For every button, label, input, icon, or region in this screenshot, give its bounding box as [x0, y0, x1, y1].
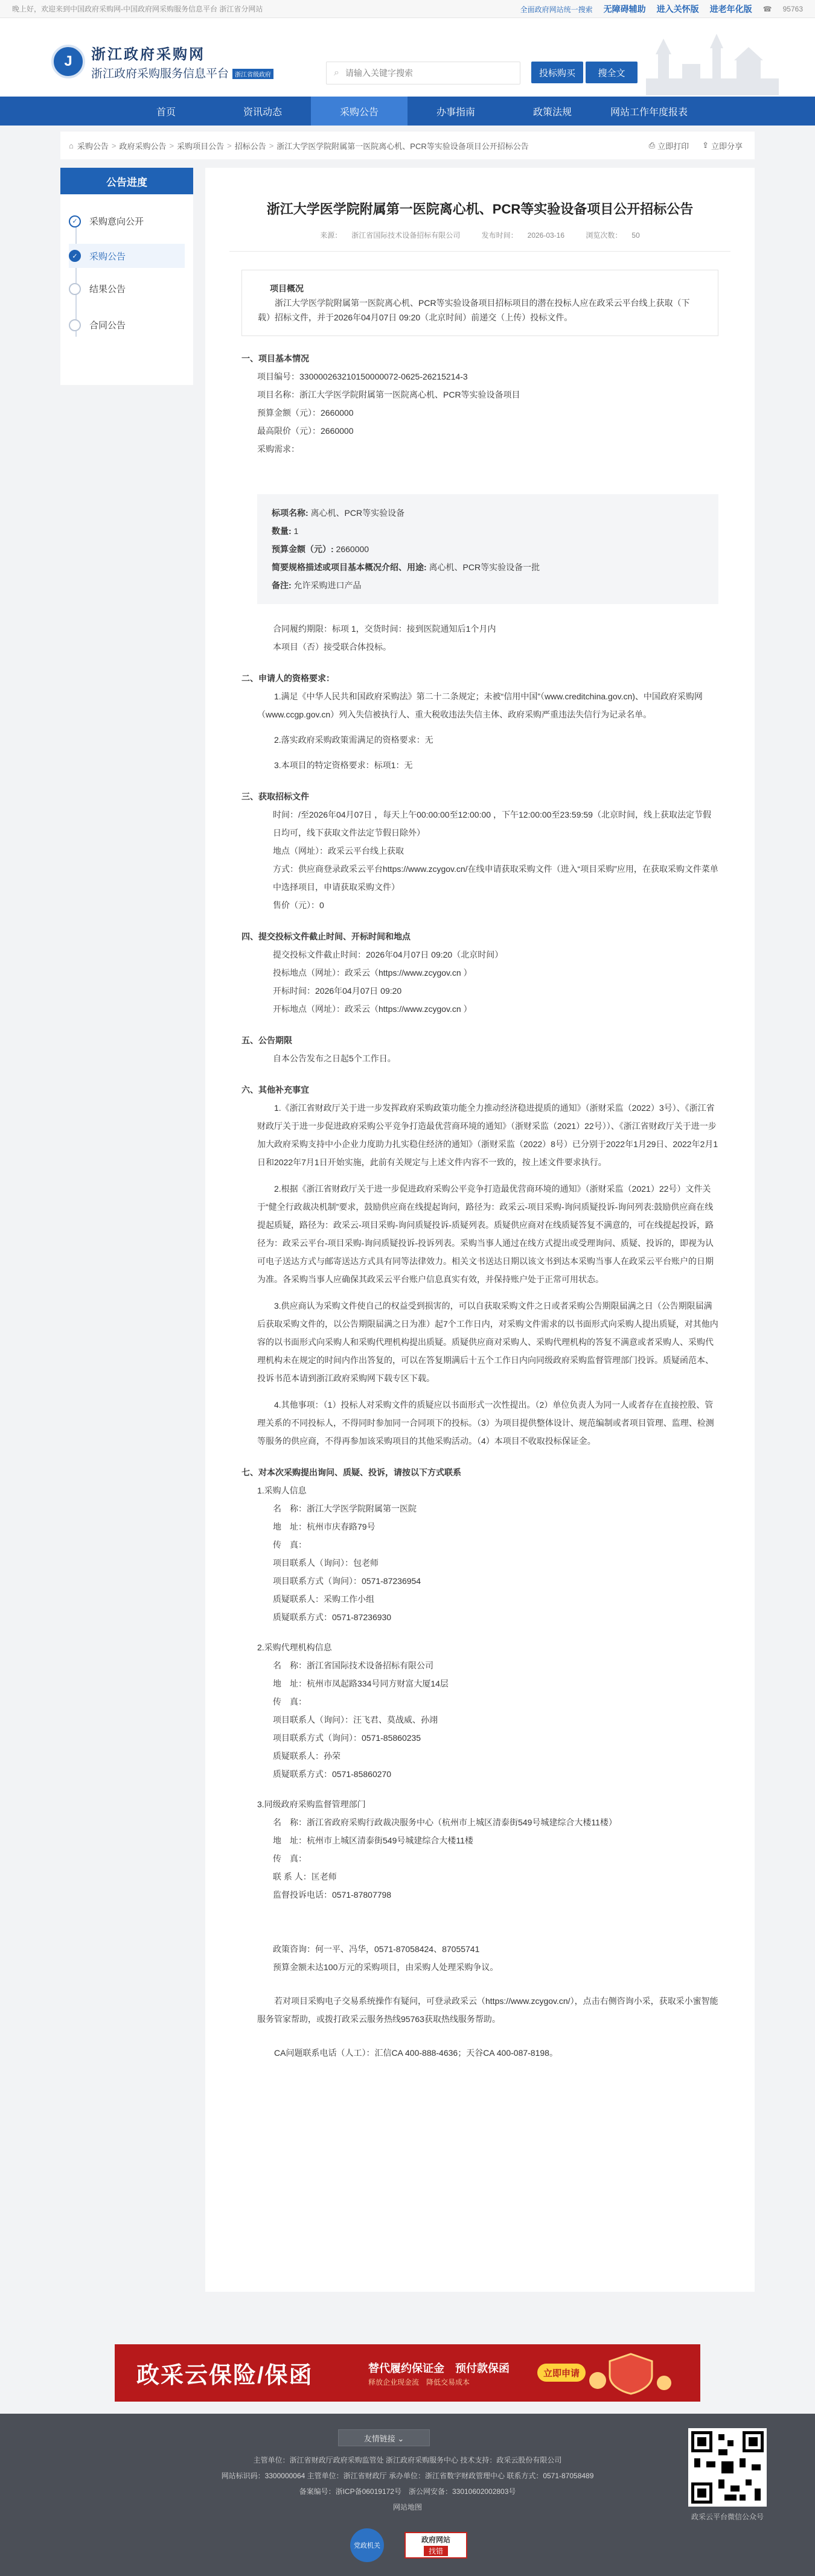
qualification-paragraph: 1.满足《中华人民共和国政府采购法》第二十二条规定；未被“信用中国”（www.creditchina.gov.cn)、中国政府采购网（www.ccgp.gov.cn）列入失信被执行人、重大税收违法失信主体、政府采购严重违法失信行为记录名单。 — [257, 692, 703, 719]
step-label: 结果公告 — [89, 284, 126, 294]
contact-purchaser — [241, 1481, 718, 1626]
phone-icon: ☎ — [762, 5, 772, 13]
qr-caption: 政采云平台微信公众号 — [691, 2513, 764, 2521]
contact-line: 质疑联系人：采购工作小组 — [273, 1594, 374, 1604]
breadcrumb-separator: > — [269, 141, 274, 150]
circle-icon — [69, 283, 81, 295]
overview-text: 浙江大学医学院附属第一医院离心机、PCR等实验设备项目招标项目的潜在投标人应在政采云平台线上获取（下载）招标文件，并于2026年04月07日 09:20（北京时间）前递交（上传）投标文件。 — [258, 298, 690, 322]
footer-line: 网站标识码：3300000064 主管单位：浙江省财政厅 承办单位：浙江省数字财政管理中心 联系方式：0571-87058489 — [221, 2472, 594, 2480]
search-box — [326, 62, 520, 84]
topbar-link-care[interactable]: 进入关怀版 — [656, 4, 699, 14]
gov-site-error-badge[interactable] — [404, 2532, 467, 2559]
section-heading: 四、提交投标文件截止时间、开标时间和地点 — [241, 932, 411, 941]
breadcrumb-separator: > — [111, 141, 117, 150]
badge-text: 找错 — [424, 2546, 448, 2556]
home-icon[interactable]: ⌂ — [69, 141, 74, 150]
acquisition-line: 售价（元）：0 — [273, 900, 324, 910]
print-button[interactable] — [649, 140, 689, 151]
banner-title: 政采云保险/保函 — [136, 2363, 313, 2388]
contact-line: 质疑联系方式：0571-87236930 — [273, 1612, 392, 1622]
nav-annual-report[interactable]: 网站工作年度报表 — [610, 107, 688, 118]
consult-line: 政策咨询：何一平、冯华，0571-87058424、87055741 — [273, 1944, 480, 1954]
contact-line: 质疑联系方式：0571-85860270 — [273, 1769, 392, 1779]
logo-subtitle-text: 浙江政府采购服务信息平台 — [91, 68, 229, 80]
lot-value: 2660000 — [333, 544, 369, 554]
lot-value: 1 — [291, 526, 299, 536]
contact-line: 传 真： — [273, 1540, 307, 1550]
main-nav — [0, 97, 815, 126]
breadcrumb-separator: > — [227, 141, 232, 150]
footer-line: 备案编号：浙ICP备06019172号 浙公网安备：33010602002803号 — [299, 2487, 516, 2496]
article-body — [205, 270, 755, 2062]
contact-line: 质疑联系人：孙荣 — [273, 1751, 340, 1761]
logo-title: 浙江政府采购网 — [91, 46, 205, 63]
lot-line — [272, 558, 704, 576]
print-icon: ⎙ — [648, 141, 656, 150]
meta-date-value: 2026-03-16 — [527, 231, 565, 240]
step-contract[interactable] — [69, 319, 126, 331]
party-gov-badge[interactable]: 党政机关 — [350, 2528, 384, 2562]
breadcrumb-item[interactable]: 招标公告 — [234, 141, 266, 151]
doc-acquisition — [241, 806, 718, 914]
consult-line: 预算金额未达100万元的采购项目，由采购人处理采购争议。 — [273, 1962, 499, 1972]
search-input[interactable] — [344, 68, 520, 78]
logo-subtitle — [91, 65, 273, 81]
policy-consult — [241, 1940, 718, 1976]
breadcrumb-item[interactable]: 采购项目公告 — [177, 141, 225, 151]
lot-details-box — [257, 494, 718, 604]
contact-line: 项目联系人（询问）：汪飞君、莫战威、孙翊 — [273, 1715, 438, 1725]
contact-title: 1.采购人信息 — [257, 1486, 307, 1495]
check-icon: ✓ — [69, 250, 81, 262]
step-notice[interactable] — [69, 244, 185, 268]
project-line: 项目名称：浙江大学医学院附属第一医院离心机、PCR等实验设备项目 — [257, 390, 520, 399]
supplement-paragraph: 1.《浙江省财政厅关于进一步发挥政府采购政策功能全力推动经济稳进提质的通知》（浙财采监（2022）3号）、《浙江省财政厅关于进一步促进政府采购公平竞争打造最优营商环境的通知》（浙财采监（2021）22号））、《浙江省财政厅关于进一步加大政府采购支持中小企业力度助力扎实稳住经济的通知》（浙财采监（2022）8号）已分别于2022年1月29日、2022年2月1日和2022年7月1日开始实施，此前有关规定与上述文件内容不一致的，按上述文件要求执行。 — [257, 1103, 718, 1167]
section-heading: 五、公告期限 — [241, 1035, 292, 1045]
divider — [229, 251, 730, 252]
acquisition-line: 地点（网址）：政采云平台线上获取 — [273, 846, 404, 856]
share-label: 立即分享 — [711, 141, 743, 151]
contact-line: 名 称：浙江省国际技术设备招标有限公司 — [273, 1661, 433, 1670]
banner-subtitle: 替代履约保证金 预付款保函 — [368, 2362, 510, 2374]
sidebar-title: 公告进度 — [60, 168, 193, 194]
meta-date-label: 发布时间： — [481, 231, 518, 240]
project-line: 项目编号：330000263210150000072-0625-26215214-3 — [257, 372, 468, 381]
qr-code-icon — [688, 2428, 767, 2507]
share-icon: ⇪ — [702, 141, 709, 150]
footer-line: 主管单位：浙江省财政厅政府采购监管处 浙江政府采购服务中心 技术支持：政采云股份有限公司 — [253, 2456, 562, 2464]
contact-line: 地 址：杭州市上城区清泰街549号城建综合大楼11楼 — [273, 1836, 473, 1845]
ca-contact-paragraph: CA问题联系电话（人工）：汇信CA 400-888-4636；天谷CA 400-087-8198。 — [274, 2048, 558, 2058]
submission-line: 投标地点（网址）：政采云（https://www.zcygov.cn ） — [273, 968, 472, 978]
submission-line: 提交投标文件截止时间：2026年04月07日 09:20（北京时间） — [273, 950, 503, 959]
acquisition-line: 方式：供应商登录政采云平台https://www.zcygov.cn/在线申请获取采购文件（进入“项目采购”应用，在获取采购文件菜单中选择项目，申请获取采购文件） — [273, 864, 718, 892]
qualification-paragraph: 3.本项目的特定资格要求：标项1：无 — [274, 760, 413, 770]
lot-key: 数量: — [272, 526, 292, 536]
notice-period: 自本公告发布之日起5个工作日。 — [273, 1054, 396, 1063]
nav-home[interactable]: 首页 — [156, 107, 176, 118]
step-result[interactable] — [69, 282, 126, 295]
article-panel — [205, 168, 755, 2292]
contract-line: 合同履约期限：标项 1，交货时间：接到医院通知后1个月内 — [273, 624, 496, 634]
search-icon: ⌕ — [334, 68, 339, 78]
contact-line: 名 称：浙江省政府采购行政裁决服务中心（杭州市上城区清泰街549号城建综合大楼11楼） — [273, 1818, 617, 1827]
site-header — [0, 18, 815, 97]
topbar-link-elder[interactable]: 进老年化版 — [709, 4, 752, 14]
nav-news[interactable]: 资讯动态 — [243, 107, 282, 118]
lot-value: 允许采购进口产品 — [291, 580, 362, 590]
nav-procurement-notices[interactable]: 采购公告 — [311, 97, 408, 126]
breadcrumb — [60, 132, 755, 159]
lot-line — [272, 540, 704, 558]
hotline-number: 95763 — [782, 5, 803, 13]
section-heading: 六、其他补充事宜 — [241, 1085, 309, 1095]
contact-agency — [241, 1638, 718, 1783]
topbar-link-search[interactable]: 全面政府网站统一搜索 — [520, 5, 593, 14]
badge-text: 政府网站 — [421, 2536, 450, 2544]
step-label: 采购公告 — [89, 251, 126, 262]
contract-line: 本项目（否）接受联合体投标。 — [273, 642, 391, 652]
submission-line: 开标地点（网址）：政采云（https://www.zcygov.cn ） — [273, 1004, 472, 1014]
topbar-link-accessibility[interactable]: 无障碍辅助 — [603, 4, 646, 14]
step-label: 合同公告 — [89, 320, 126, 331]
help-paragraph: 若对项目采购电子交易系统操作有疑问，可登录政采云（https://www.zcygov.cn/），点击右侧咨询小采，获取采小蜜智能服务管家帮助，或拨打政采云服务热线95763获取热线服务帮助。 — [257, 1996, 718, 2024]
project-line: 预算金额（元）：2660000 — [257, 408, 354, 418]
welcome-notice: 晚上好，欢迎来到中国政府采购网-中国政府网采购服务信息平台 浙江省分网站 — [12, 5, 263, 13]
page-tools — [649, 140, 743, 151]
topbar-links — [520, 0, 803, 18]
lot-key: 预算金额（元）: — [272, 544, 334, 554]
main-area — [60, 168, 755, 2292]
contact-line: 名 称：浙江大学医学院附属第一医院 — [273, 1504, 417, 1513]
skyline-illustration-icon — [646, 30, 779, 95]
meta-source-label: 来源： — [320, 231, 342, 240]
check-icon: ✓ — [69, 215, 81, 227]
friend-links-dropdown[interactable]: 友情链接 ⌄ — [338, 2429, 430, 2446]
lot-line — [272, 522, 704, 540]
topbar — [0, 0, 815, 18]
lot-line — [272, 504, 704, 522]
breadcrumb-item[interactable]: 采购公告 — [77, 141, 109, 151]
submission-info — [241, 946, 718, 1018]
section-heading: 一、项目基本情况 — [241, 354, 309, 363]
qualification-paragraph: 2.落实政府采购政策需满足的资格要求：无 — [274, 735, 433, 745]
banner-subtitle-2: 释放企业现金流 降低交易成本 — [368, 2378, 470, 2387]
lot-value: 离心机、PCR等实验设备 — [308, 508, 405, 518]
overview-box — [241, 270, 718, 336]
circle-icon — [69, 319, 81, 331]
shield-icon — [586, 2350, 676, 2396]
lot-key: 备注: — [272, 580, 292, 590]
project-line: 采购需求： — [257, 444, 299, 454]
notice-progress-sidebar — [60, 168, 193, 385]
contact-line: 项目联系人（询问）：包老师 — [273, 1558, 379, 1568]
site-footer — [0, 2414, 815, 2576]
lot-value: 离心机、PCR等实验设备一批 — [426, 562, 540, 572]
meta-date — [477, 231, 569, 240]
section-heading: 三、获取招标文件 — [241, 792, 309, 801]
contact-line: 监督投诉电话：0571-87807798 — [273, 1890, 392, 1900]
supplement-paragraph: 3.供应商认为采购文件使自己的权益受到损害的，可以自获取采购文件之日或者采购公告期限届满之日（公告期限届满后获取采购文件的，以公告期限届满之日为准）起7个工作日内，对采购文件需求的以书面形式向采购人提出质疑，对其他内容的以书面形式向采购人和采购代理机构提出质疑。质疑供应商对采购人、采购代理机构的答复不满意或者采购人、采购代理机构未在规定的时间内作出答复的，可以在答复期满后十五个工作日内向同级政府采购监督管理部门投诉。质疑函范本、投诉书范本请到浙江政府采购网下载专区下载。 — [257, 1301, 718, 1383]
section-heading: 七、对本次采购提出询问、质疑、投诉，请按以下方式联系 — [241, 1468, 461, 1477]
supplement-paragraph: 4.其他事项：（1）投标人对采购文件的质疑应以书面形式一次性提出。（2）单位负责人为同一人或者存在直接控股、管理关系的不同投标人，不得同时参加同一合同项下的投标。（3）为项目提供整体设计、规范编制或者项目管理、监理、检测等服务的供应商，不得再参加该采购项目的其他采购活动。（4）本项目不收取投标保证金。 — [257, 1400, 714, 1446]
logo-badge: 浙江省级政府 — [232, 69, 273, 79]
insurance-ad-banner[interactable] — [115, 2344, 700, 2402]
meta-source — [315, 231, 465, 240]
lot-line — [272, 576, 704, 594]
contact-line: 项目联系方式（询问）：0571-87236954 — [273, 1576, 421, 1586]
step-label: 采购意向公开 — [89, 217, 144, 227]
nav-guides[interactable]: 办事指南 — [436, 107, 475, 118]
project-line: 最高限价（元）：2660000 — [257, 426, 354, 436]
supplement-paragraph: 2.根据《浙江省财政厅关于进一步促进政府采购公平竞争打造最优营商环境的通知》（浙财采监（2021）22号）文件关于“健全行政裁决机制”要求，鼓励供应商在线提起询问，路径为：政采云-项目采购-询问质疑投诉-询问列表:鼓励供应商在线提起质疑，路径为：政采云-项目采购-询问质疑投诉-质疑列表。质疑供应商对在线质疑答复不满意的，可在线提起投诉，路径为：政采云平台-项目采购-询问质疑投诉-投诉列表。采购当事人通过在线方式提出或受理询问、质疑、投诉的，即视为认可电子送达方式与邮寄送达方式具有同等法律效力。相关文书送达日期以该文书到达本采购当事人在政采云平台账户的日期为准。各采购当事人应确保其政采云平台账户信息真实有效，并保持账户处于正常可用状态。 — [257, 1184, 714, 1284]
meta-views-value: 50 — [631, 231, 640, 240]
contact-line: 地 址：杭州市庆春路79号 — [273, 1522, 376, 1531]
contact-title: 3.同级政府采购监督管理部门 — [257, 1799, 366, 1809]
print-label: 立即打印 — [657, 141, 689, 151]
breadcrumb-current: 浙江大学医学院附属第一医院离心机、PCR等实验设备项目公开招标公告 — [276, 141, 529, 151]
contact-supervisor — [241, 1795, 718, 1904]
meta-source-value: 浙江省国际技术设备招标有限公司 — [351, 231, 461, 240]
apply-now-button[interactable]: 立即申请 — [537, 2364, 586, 2382]
acquisition-line: 时间：/至2026年04月07日 ，每天上午00:00:00至12:00:00 ，下午12:00:00至23:59:59（北京时间，线上获取法定节假日均可，线下获取文件法定节假日除外） — [273, 810, 711, 838]
lot-key: 简要规格描述或项目基本概况介绍、用途: — [272, 562, 427, 572]
site-logo[interactable] — [51, 42, 273, 81]
submission-line: 开标时间：2026年04月07日 09:20 — [273, 986, 402, 996]
meta-views — [581, 231, 644, 240]
breadcrumb-item[interactable]: 政府采购公告 — [119, 141, 167, 151]
contact-line: 传 真： — [273, 1854, 307, 1863]
sitemap-link[interactable]: 网站地图 — [392, 2503, 422, 2511]
step-intention[interactable] — [69, 215, 144, 227]
contact-line: 传 真： — [273, 1697, 307, 1706]
contact-title: 2.采购代理机构信息 — [257, 1643, 332, 1652]
share-button[interactable] — [702, 140, 743, 151]
contact-line: 项目联系方式（询问）：0571-85860235 — [273, 1733, 421, 1743]
contact-line: 联 系 人：匡老师 — [273, 1872, 337, 1881]
project-info — [241, 367, 718, 458]
contract-info — [241, 620, 718, 656]
breadcrumb-separator: > — [169, 141, 174, 150]
article-meta — [205, 230, 755, 240]
contact-line: 地 址：杭州市凤起路334号同方财富大厦14层 — [273, 1679, 449, 1688]
section-heading: 二、申请人的资格要求： — [241, 673, 334, 683]
meta-views-label: 浏览次数： — [586, 231, 622, 240]
overview-title: 项目概况 — [270, 284, 304, 293]
article-title: 浙江大学医学院附属第一医院离心机、PCR等实验设备项目公开招标公告 — [266, 202, 694, 217]
full-text-search-button[interactable]: 搜全文 — [586, 62, 638, 83]
lot-key: 标项名称: — [272, 508, 308, 518]
logo-mark: J — [51, 45, 85, 78]
nav-policies[interactable]: 政策法规 — [532, 107, 572, 118]
bid-purchase-button[interactable]: 投标购买 — [531, 62, 583, 83]
